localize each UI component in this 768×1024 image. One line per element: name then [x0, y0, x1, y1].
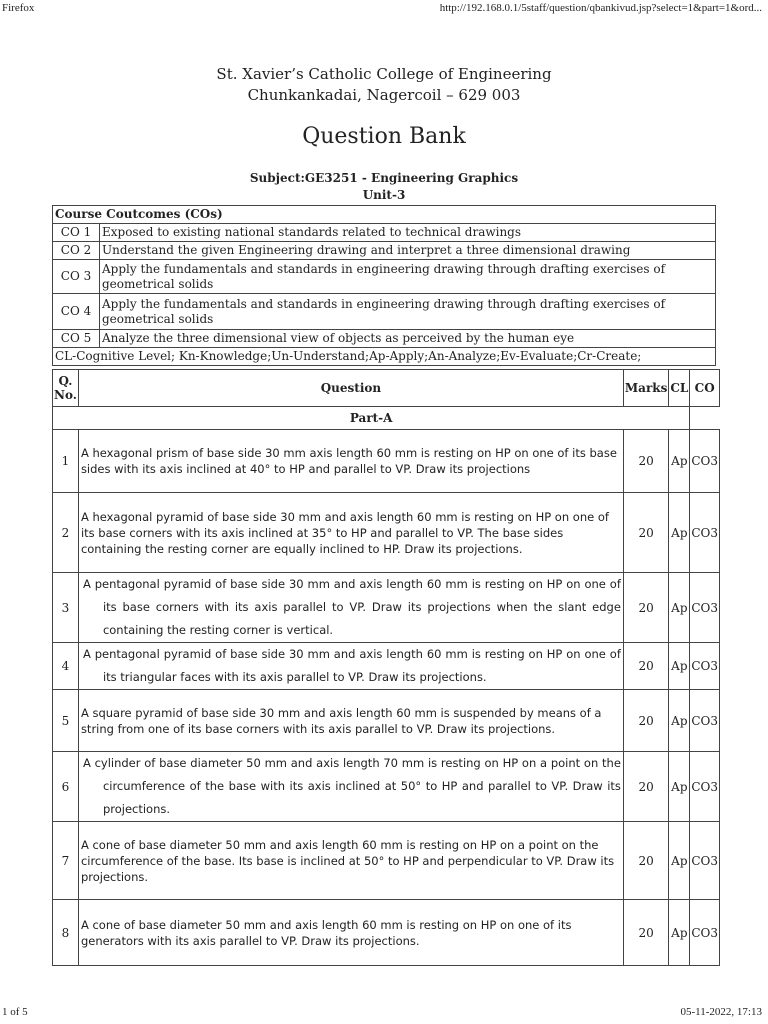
co-row: [53, 260, 716, 294]
co-row: [53, 224, 716, 242]
question-text: A hexagonal pyramid of base side 30 mm and axis length 60 mm is resting on HP on one of its base corners with its axis inclined at 35° to HP and parallel to VP. The base sides containing the resting corner are equally inclined to HP. Draw its projections.: [78, 493, 623, 573]
cognitive-level-legend: CL-Cognitive Level; Kn-Knowledge;Un-Understand;Ap-Apply;An-Analyze;Ev-Evaluate;Cr-Create;: [53, 348, 716, 366]
co-code: CO 2: [53, 242, 100, 260]
question-text: A cone of base diameter 50 mm and axis length 60 mm is resting on HP on a point on the circumference of the base. Its base is inclined at 50° to HP and perpendicular to VP. Draw its projections.: [78, 822, 623, 900]
question-row: [53, 643, 720, 690]
question-text: A pentagonal pyramid of base side 30 mm and axis length 60 mm is resting on HP on one of its triangular faces with its axis parallel to VP. Draw its projections.: [78, 643, 623, 690]
co-code: CO 4: [53, 294, 100, 330]
co-code: CO 5: [53, 330, 100, 348]
co-description: Understand the given Engineering drawing and interpret a three dimensional drawing: [100, 242, 716, 260]
question-marks: 20: [623, 752, 668, 822]
print-footer: [0, 1006, 768, 1022]
question-marks: 20: [623, 493, 668, 573]
question-cl: Ap: [669, 643, 690, 690]
college-heading: [0, 64, 768, 106]
question-cl: Ap: [669, 752, 690, 822]
question-cl: Ap: [669, 493, 690, 573]
question-co: CO3: [690, 690, 720, 752]
co-code: CO 3: [53, 260, 100, 294]
question-marks: 20: [623, 690, 668, 752]
questions-table: [52, 369, 720, 966]
question-number: 8: [53, 900, 79, 966]
question-cl: Ap: [669, 430, 690, 493]
question-text: A square pyramid of base side 30 mm and axis length 60 mm is suspended by means of a string from one of its base corners with its axis parallel to VP. Draw its projections.: [78, 690, 623, 752]
question-number: 2: [53, 493, 79, 573]
co-description: Apply the fundamentals and standards in engineering drawing through drafting exercises of geometrical solids: [100, 294, 716, 330]
question-co: CO3: [690, 573, 720, 643]
college-name: St. Xavier’s Catholic College of Engineering: [216, 65, 552, 83]
question-text: A hexagonal prism of base side 30 mm axis length 60 mm is resting on HP on one of its base sides with its axis inclined at 40° to HP and parallel to VP. Draw its projections: [78, 430, 623, 493]
co-table-heading: Course Coutcomes (COs): [53, 206, 716, 224]
question-number: 5: [53, 690, 79, 752]
marks-header: Marks: [623, 370, 668, 407]
question-marks: 20: [623, 573, 668, 643]
co-row: [53, 294, 716, 330]
part-label: Part-A: [53, 407, 690, 430]
question-row: [53, 493, 720, 573]
question-co: CO3: [690, 430, 720, 493]
question-cl: Ap: [669, 573, 690, 643]
subject-block: [0, 170, 768, 204]
question-co: CO3: [690, 752, 720, 822]
question-cl: Ap: [669, 690, 690, 752]
co-row: [53, 330, 716, 348]
co-header: CO: [690, 370, 720, 407]
question-marks: 20: [623, 430, 668, 493]
qno-header: Q. No.: [53, 370, 79, 407]
co-description: Exposed to existing national standards related to technical drawings: [100, 224, 716, 242]
question-number: 1: [53, 430, 79, 493]
question-row: [53, 822, 720, 900]
question-co: CO3: [690, 493, 720, 573]
question-number: 7: [53, 822, 79, 900]
co-description: Analyze the three dimensional view of objects as perceived by the human eye: [100, 330, 716, 348]
question-co: CO3: [690, 822, 720, 900]
co-description: Apply the fundamentals and standards in engineering drawing through drafting exercises of geometrical solids: [100, 260, 716, 294]
part-row: [53, 407, 720, 430]
question-number: 4: [53, 643, 79, 690]
question-row: [53, 752, 720, 822]
unit-line: Unit-3: [362, 188, 406, 202]
page-indicator: 1 of 5: [2, 1006, 28, 1018]
question-row: [53, 900, 720, 966]
co-code: CO 1: [53, 224, 100, 242]
question-text: A cylinder of base diameter 50 mm and axis length 70 mm is resting on HP on a point on the circumference of the base with its axis inclined at 50° to HP and parallel to VP. Draw its projections.: [78, 752, 623, 822]
question-co: CO3: [690, 643, 720, 690]
question-marks: 20: [623, 900, 668, 966]
print-header: [0, 2, 768, 18]
course-outcomes-table: [52, 205, 716, 366]
question-row: [53, 573, 720, 643]
cl-header: CL: [669, 370, 690, 407]
question-number: 3: [53, 573, 79, 643]
question-row: [53, 430, 720, 493]
question-number: 6: [53, 752, 79, 822]
questions-header-row: [53, 370, 720, 407]
browser-name: Firefox: [2, 2, 35, 14]
question-text: A cone of base diameter 50 mm and axis length 60 mm is resting on HP on one of its generators with its axis parallel to VP. Draw its projections.: [78, 900, 623, 966]
question-row: [53, 690, 720, 752]
question-cl: Ap: [669, 900, 690, 966]
question-marks: 20: [623, 643, 668, 690]
print-timestamp: 05-11-2022, 17:13: [680, 1006, 762, 1018]
question-cl: Ap: [669, 822, 690, 900]
page-url[interactable]: http://192.168.0.1/5staff/question/qbankivud.jsp?select=1&part=1&ord...: [439, 2, 762, 14]
page-title: Question Bank: [302, 124, 466, 149]
question-marks: 20: [623, 822, 668, 900]
college-address: Chunkankadai, Nagercoil – 629 003: [247, 86, 521, 104]
subject-line: Subject:GE3251 - Engineering Graphics: [249, 171, 519, 185]
question-co: CO3: [690, 900, 720, 966]
co-row: [53, 242, 716, 260]
question-text: A pentagonal pyramid of base side 30 mm and axis length 60 mm is resting on HP on one of its base corners with its axis parallel to VP. Draw its projections when the slant edge containing the resting corner is vertical.: [78, 573, 623, 643]
question-header: Question: [78, 370, 623, 407]
